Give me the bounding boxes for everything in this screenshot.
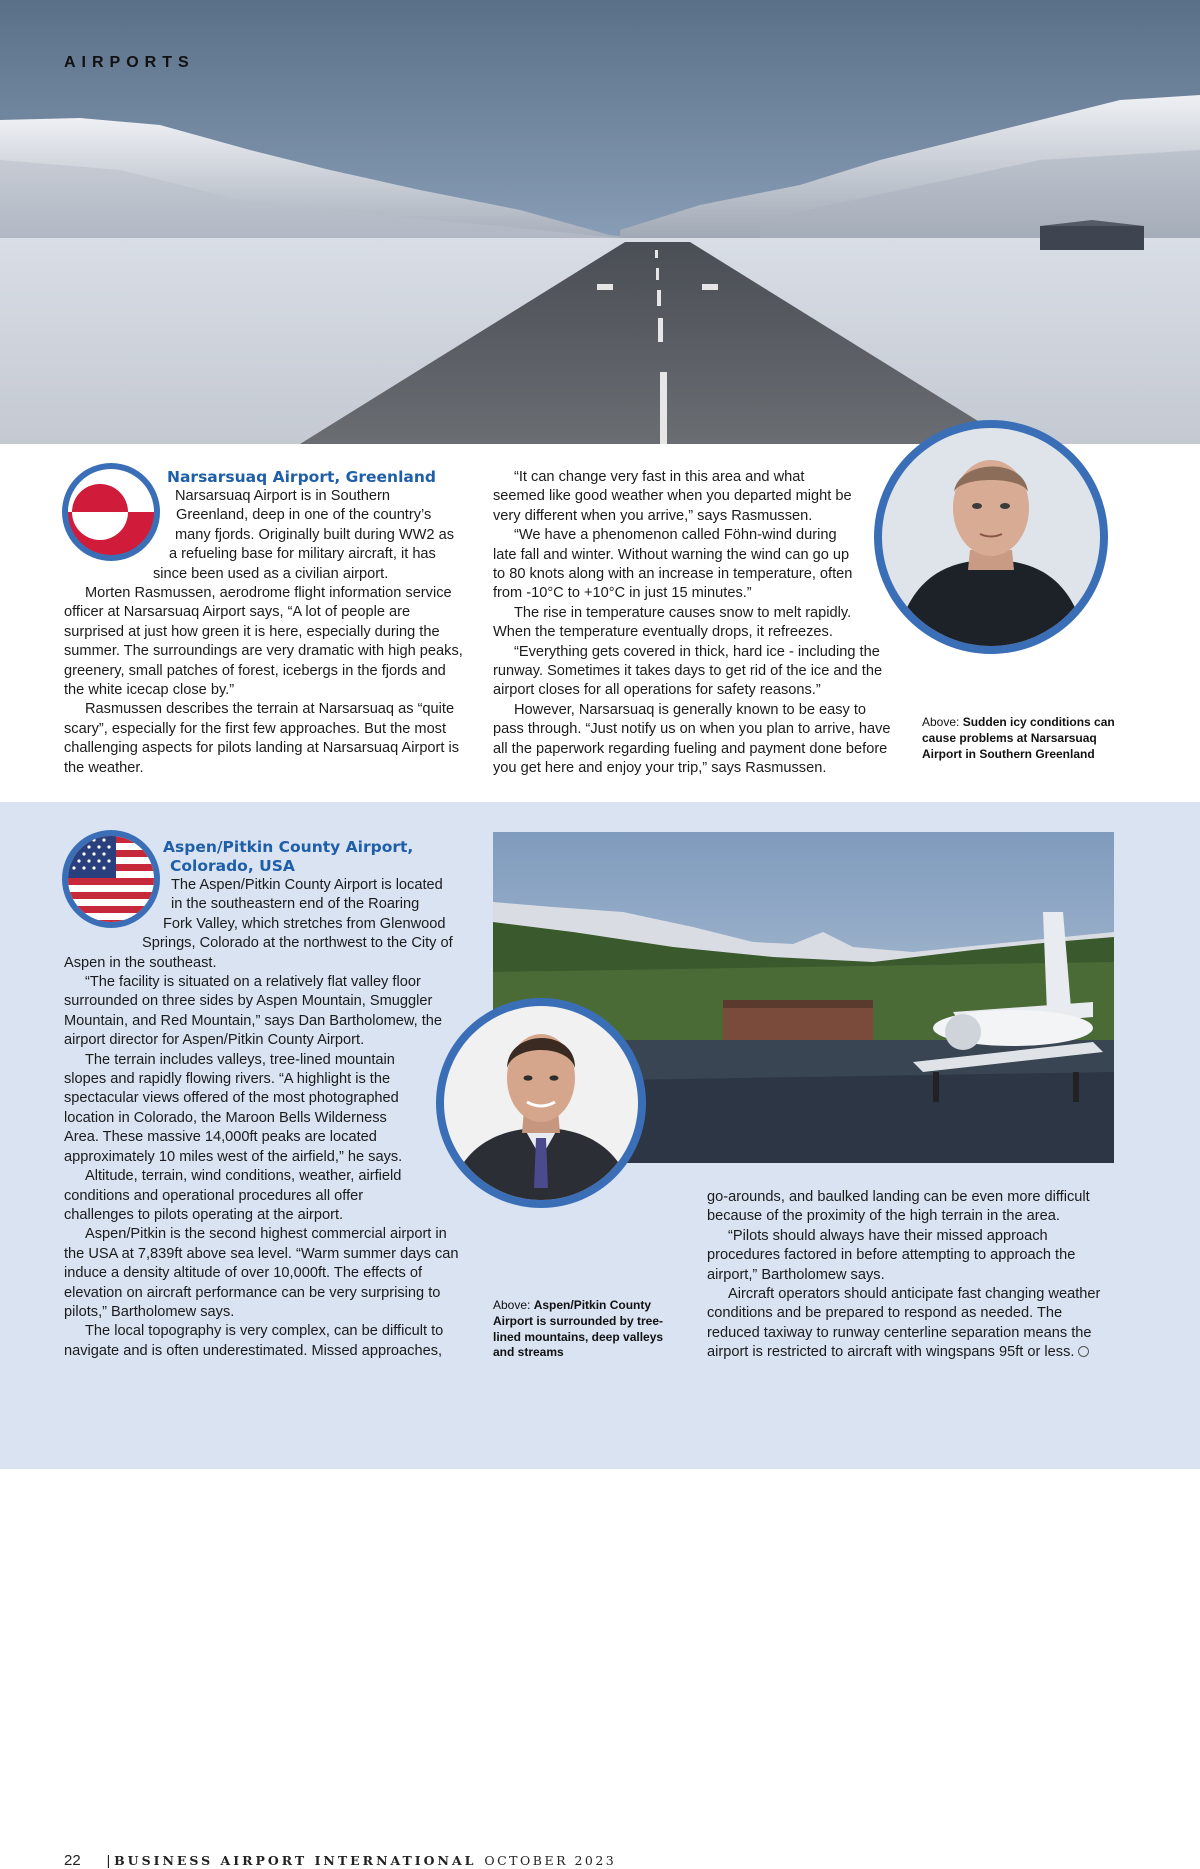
intro-line: since been used as a civilian airport. — [153, 565, 389, 582]
aspen-column-1 — [64, 838, 469, 1361]
body-paragraph: “It can change very fast in this area and what seemed like good weather when you departed might be very different when you arrive,” says Rasmussen. — [493, 469, 852, 524]
intro-line: Aspen in the southeast. — [64, 954, 217, 971]
aspen-section — [0, 802, 1200, 1869]
body-paragraph: The local topography is very complex, can be difficult to navigate and is often underestimated. Missed approaches, — [64, 1323, 444, 1359]
runway-photo — [0, 0, 1200, 444]
body-paragraph: Rasmussen describes the terrain at Narsarsuaq as “quite scary”, especially for the first few approaches. But the most challenging aspects for pilots landing at Narsarsuaq Airport is the weather. — [64, 701, 460, 776]
narsarsuaq-column-2 — [493, 468, 903, 779]
body-paragraph: However, Narsarsuaq is generally known to be easy to pass through. “Just notify us on when you plan to arrive, have all the paperwork regarding fueling and payment done before you get here and enjoy your trip,” says Rasmussen. — [493, 701, 891, 777]
caption-text: Sudden icy conditions can cause problems at Narsarsuaq Airport in Southern Greenland — [922, 715, 1115, 761]
aspen-caption — [493, 1298, 668, 1361]
body-paragraph — [707, 1285, 1115, 1363]
body-paragraph: “We have a phenomenon called Föhn-wind during late fall and winter. Without warning the wind can go up to 80 knots along with an increase in temperature, often from -10°C to +10°C in just 15 minutes.” — [493, 527, 853, 602]
intro-line: many fjords. Originally built during WW2 as — [175, 526, 454, 543]
section-label: AIRPORTS — [64, 54, 195, 71]
body-paragraph: The rise in temperature causes snow to melt rapidly. When the temperature eventually drops, it refreezes. — [493, 604, 852, 641]
body-paragraph: go-arounds, and baulked landing can be even more difficult because of the proximity of the high terrain in the area. — [707, 1189, 1090, 1225]
intro-line: Springs, Colorado at the northwest to the City of — [142, 935, 453, 952]
aspen-column-3 — [707, 1188, 1115, 1363]
body-paragraph-text: Aircraft operators should anticipate fast changing weather conditions and be prepared to respond as needed. The reduced taxiway to runway centerline separation means the airport is restricted to aircraft with wingspans 95ft or less. — [707, 1286, 1101, 1361]
caption-text: Aspen/Pitkin County Airport is surrounded by tree-lined mountains, deep valleys and streams — [493, 1298, 664, 1360]
body-paragraph: “Pilots should always have their missed approach procedures factored in before attempting to approach the airport,” Bartholomew says. — [707, 1227, 1076, 1283]
body-paragraph: Morten Rasmussen, aerodrome flight information service officer at Narsarsuaq Airport says, “A lot of people are surprised at just how green it is here, especially during the summer. The surroundings are very dramatic with high peaks, greenery, small patches of forest, icebergs in the fjords and the white icecap close by.” — [64, 585, 463, 699]
narsarsuaq-column-1 — [64, 468, 469, 778]
body-paragraph: Altitude, terrain, wind conditions, weather, airfield conditions and operational procedures all offer challenges to pilots operating at the airport. — [64, 1168, 402, 1223]
intro-line: Narsarsuaq Airport is in Southern — [175, 488, 390, 504]
page-number: 22 — [64, 1852, 81, 1869]
intro-line: Greenland, deep in one of the country’s — [176, 507, 432, 524]
intro-line: in the southeastern end of the Roaring — [171, 896, 420, 913]
caption-prefix: Above: — [922, 715, 963, 729]
page-footer — [64, 1852, 616, 1869]
issue-date: OCTOBER 2023 — [484, 1853, 617, 1868]
aspen-heading-line-2: Colorado, USA — [170, 857, 295, 875]
narsarsuaq-caption — [922, 715, 1122, 762]
intro-line: The Aspen/Pitkin County Airport is located — [171, 877, 443, 893]
body-paragraph: “Everything gets covered in thick, hard ice - including the runway. Sometimes it takes days to get rid of the ice and the airport closes for all operations for safety reasons.” — [493, 643, 883, 699]
narsarsuaq-heading: Narsarsuaq Airport, Greenland — [167, 468, 436, 486]
body-paragraph: The terrain includes valleys, tree-lined mountain slopes and rapidly flowing rivers. “A highlight is the spectacular views offered of the most photographed location in Colorado, the Maroon Bells Wilderness Area. These massive 14,000ft peaks are located approximately 10 miles west of the airfield,” he says. — [64, 1051, 403, 1165]
intro-line: Fork Valley, which stretches from Glenwood — [163, 915, 446, 932]
body-paragraph: Aspen/Pitkin is the second highest commercial airport in the USA at 7,839ft above sea level. “Warm summer days can induce a density altitude of over 10,000ft. The effects of elevation on aircraft performance can be very surprising to pilots,” Bartholomew says. — [64, 1226, 459, 1320]
intro-line: a refueling base for military aircraft, it has — [169, 546, 436, 563]
body-paragraph: “The facility is situated on a relatively flat valley floor surrounded on three sides by Aspen Mountain, Smuggler Mountain, and Red Mountain,” says Dan Bartholomew, the airport director for Aspen/Pitkin County Airport. — [64, 974, 443, 1049]
caption-prefix: Above: — [493, 1298, 534, 1312]
bartholomew-portrait — [436, 998, 646, 1208]
end-of-article-icon — [1078, 1346, 1089, 1357]
footer-separator: | — [106, 1852, 111, 1868]
rasmussen-portrait — [874, 420, 1108, 654]
aspen-heading-line-1: Aspen/Pitkin County Airport, — [163, 838, 414, 856]
publication-name: BUSINESS AIRPORT INTERNATIONAL — [114, 1853, 477, 1868]
